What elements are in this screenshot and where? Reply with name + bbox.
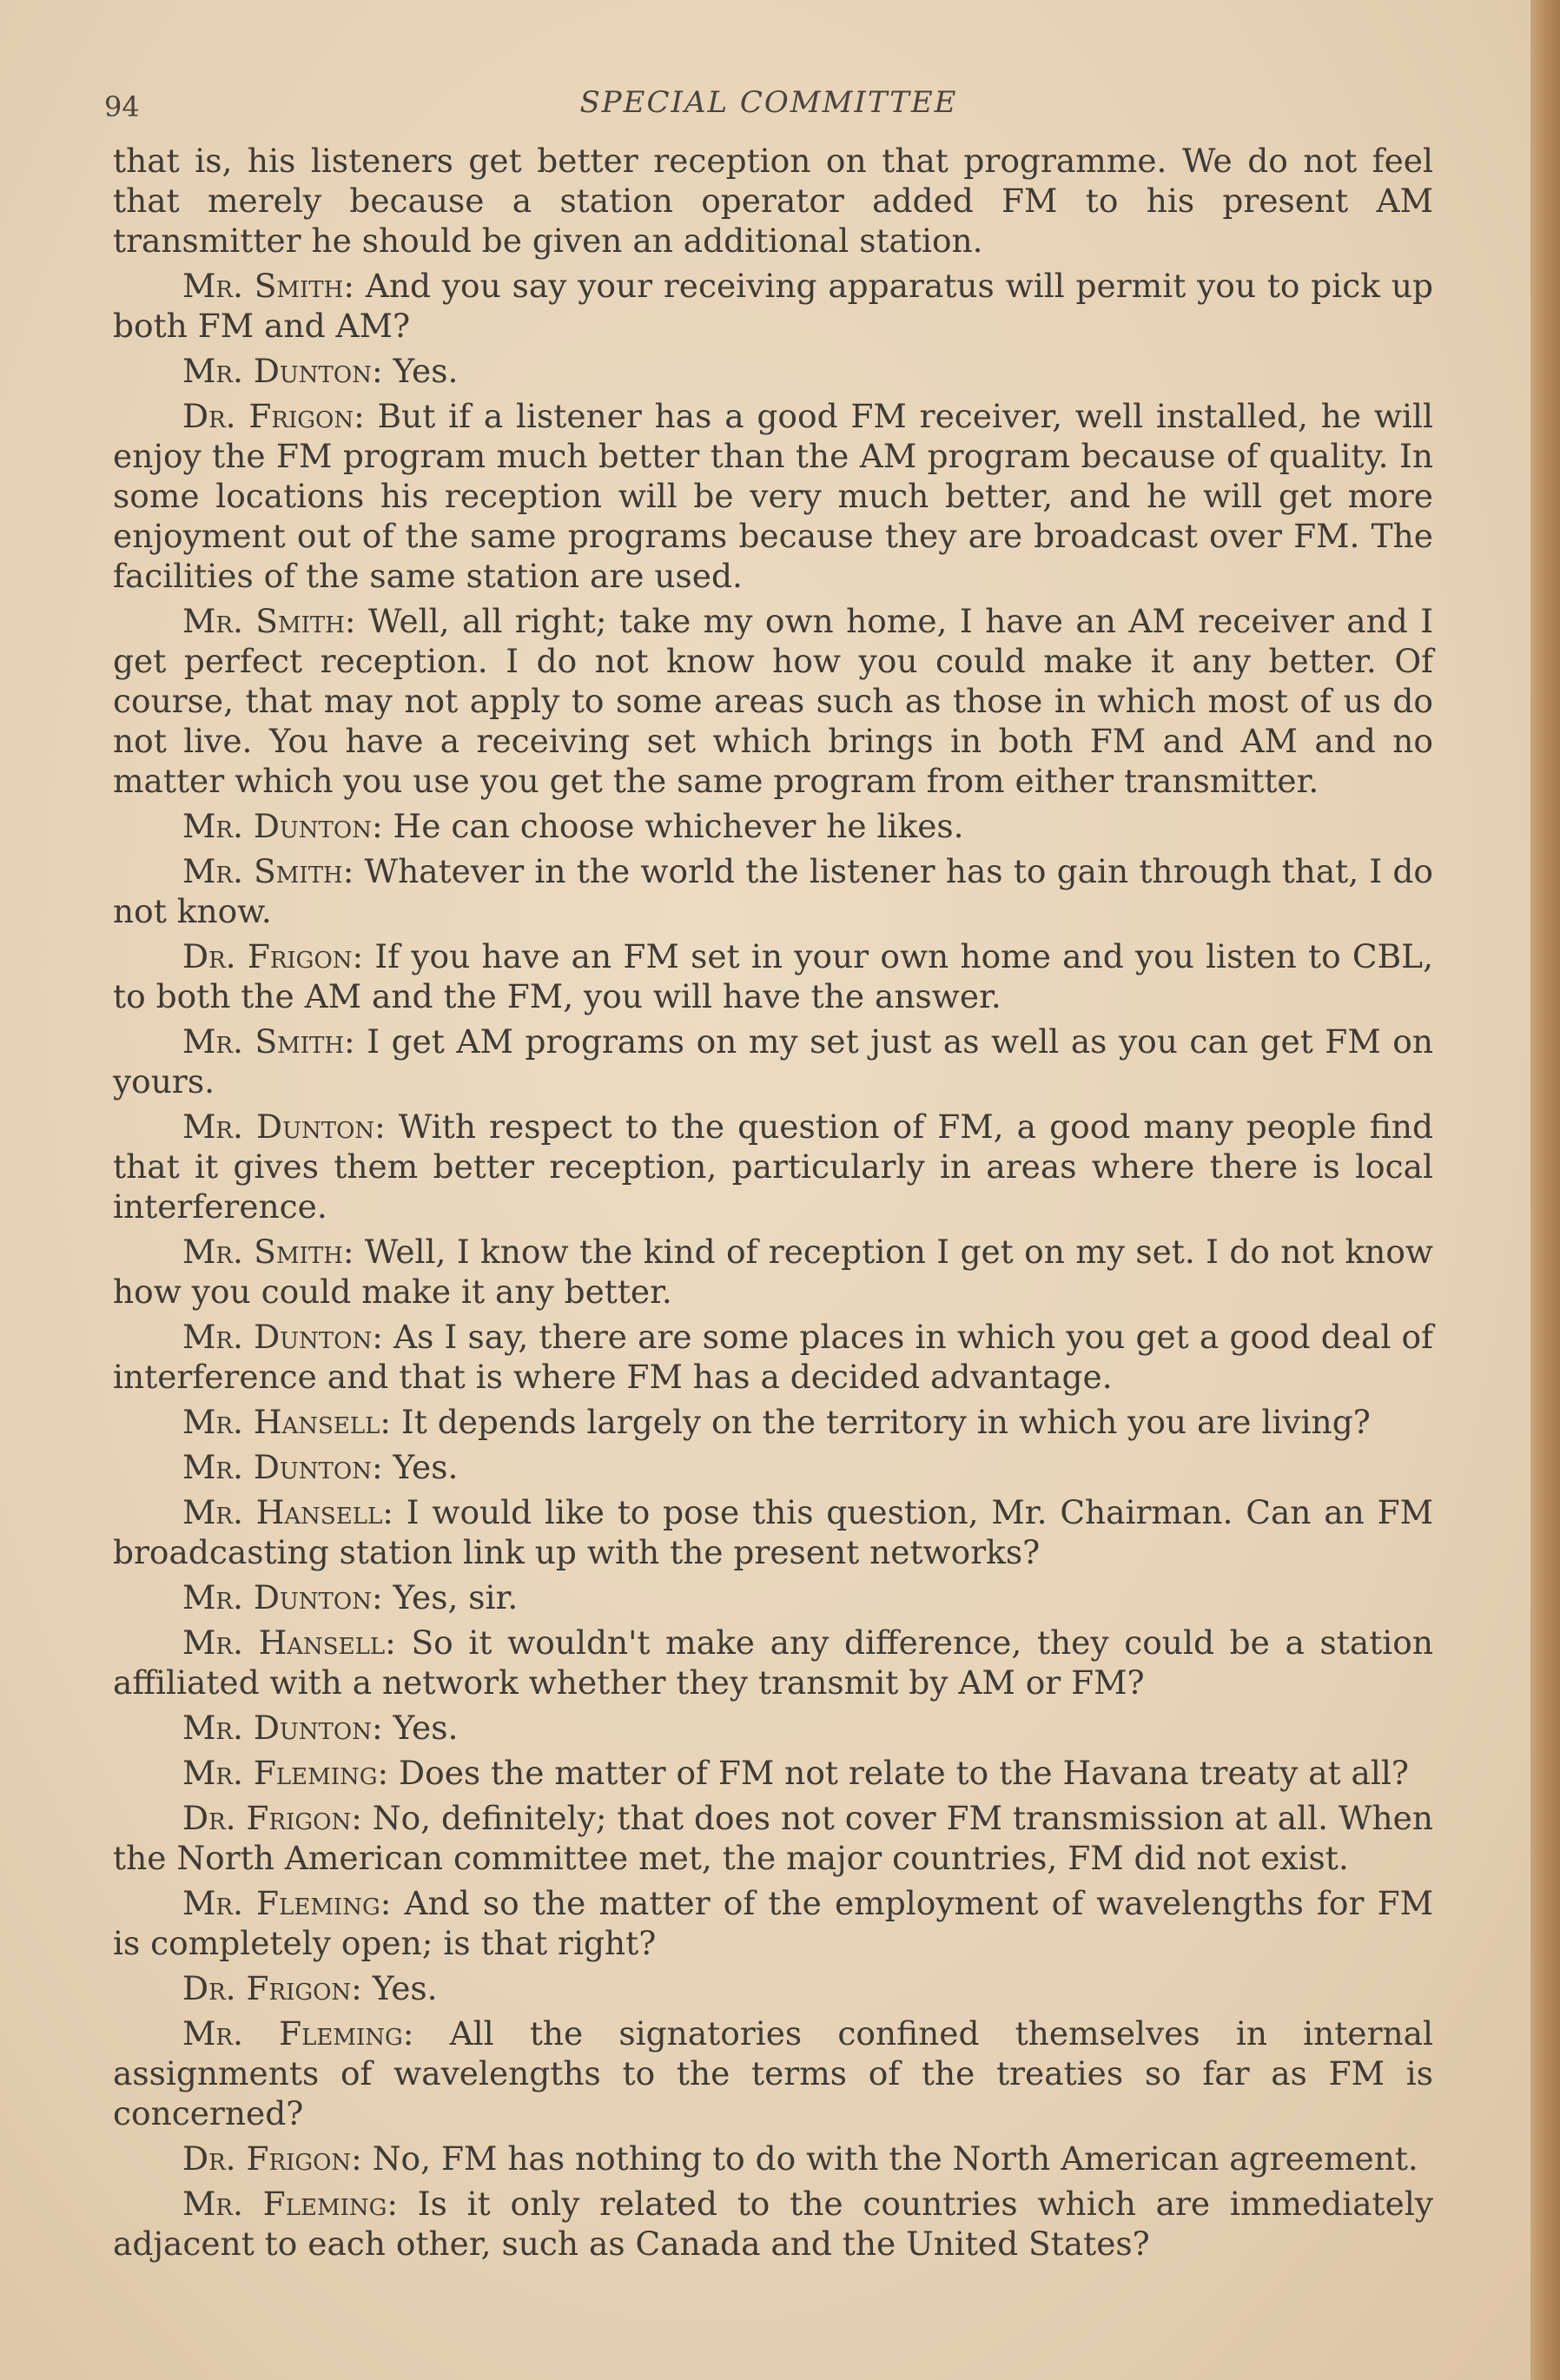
speaker-name: Mr. Hansell:	[182, 1403, 391, 1441]
speaker-name: Mr. Smith:	[182, 1233, 354, 1271]
speech-paragraph	[113, 1883, 1433, 1963]
speaker-name: Mr. Fleming:	[182, 1754, 389, 1792]
speaker-name: Mr. Dunton:	[182, 1709, 383, 1747]
speech-text: Yes.	[382, 352, 459, 390]
speech-paragraph	[113, 1753, 1433, 1793]
speech-text: Yes.	[382, 1709, 459, 1747]
speech-text: So it wouldn't make any difference, they could be a station affiliated with a network whether they transmit by AM or FM?	[113, 1623, 1433, 1702]
speech-paragraph	[113, 351, 1433, 391]
speech-paragraph	[113, 1447, 1433, 1487]
speech-paragraph	[113, 1107, 1433, 1226]
speech-text: And you say your receiving apparatus will permit you to pick up both FM and AM?	[113, 267, 1434, 345]
speaker-name: Mr. Dunton:	[182, 1448, 383, 1486]
speech-text: Does the matter of FM not relate to the Havana treaty at all?	[388, 1754, 1410, 1792]
speaker-name: Mr. Smith:	[182, 267, 354, 305]
speaker-name: Mr. Hansell:	[182, 1493, 393, 1531]
speaker-name: Mr. Smith:	[182, 602, 356, 640]
speech-paragraph	[113, 1232, 1433, 1312]
speech-paragraph	[113, 806, 1433, 846]
speech-paragraph	[113, 2139, 1433, 2178]
speech-paragraph	[113, 851, 1433, 931]
speech-paragraph	[113, 1798, 1433, 1878]
speech-paragraph	[113, 2184, 1433, 2264]
speech-text: Is it only related to the countries which are immediately adjacent to each other, such as Canada and the United States?	[113, 2185, 1434, 2263]
speech-text: Well, all right; take my own home, I have an AM receiver and I get perfect reception. I do not know how you could make it any better. Of course, that may not apply to some areas such as those in which most of us do not live. You have a receiving set which brings in both FM and AM and no matter which you use you get the same program from either transmitter.	[113, 602, 1434, 800]
speech-text: Whatever in the world the listener has to gain through that, I do not know.	[113, 852, 1433, 930]
running-head	[104, 85, 1433, 129]
speaker-name: Dr. Frigon:	[182, 397, 365, 435]
speaker-name: Dr. Frigon:	[182, 2139, 362, 2178]
speech-text: He can choose whichever he likes.	[382, 807, 964, 845]
speech-paragraph	[113, 1577, 1433, 1617]
speaker-name: Mr. Smith:	[182, 1022, 355, 1061]
speech-text: As I say, there are some places in which you get a good deal of interference and that is where FM has a decided advantage.	[113, 1318, 1433, 1396]
speech-text: But if a listener has a good FM receiver, well installed, he will enjoy the FM program much better than the AM program because of quality. In some locations his reception will be very much better, and he will get more enjoyment out of the same programs because they are broadcast over FM. The facilities of the same station are used.	[113, 397, 1433, 595]
speech-paragraph	[113, 1623, 1433, 1702]
speaker-name: Mr. Dunton:	[182, 352, 383, 390]
speech-text: Well, I know the kind of reception I get on my set. I do not know how you could make it any better.	[113, 1233, 1433, 1311]
speech-text: I would like to pose this question, Mr. Chairman. Can an FM broadcasting station link up with the present networks?	[113, 1493, 1434, 1571]
speaker-name: Mr. Fleming:	[182, 1884, 392, 1922]
speech-text: Yes.	[361, 1969, 438, 2007]
speaker-name: Dr. Frigon:	[182, 937, 364, 975]
speech-paragraph	[113, 396, 1433, 596]
speaker-name: Mr. Fleming:	[182, 2014, 414, 2053]
speaker-name: Mr. Hansell:	[182, 1623, 396, 1662]
speech-paragraph	[113, 1021, 1433, 1101]
speech-text: With respect to the question of FM, a good many people find that it gives them better reception, particularly in areas where there is local interference.	[113, 1107, 1433, 1226]
speech-paragraph	[113, 601, 1433, 801]
speech-paragraph	[113, 1402, 1433, 1442]
speech-text: No, FM has nothing to do with the North American agreement.	[361, 2139, 1418, 2178]
speech-paragraph	[113, 936, 1433, 1016]
speaker-name: Dr. Frigon:	[182, 1969, 362, 2007]
speaker-name: Mr. Dunton:	[182, 1318, 383, 1356]
speech-paragraph	[113, 1492, 1433, 1572]
speech-paragraph	[113, 2013, 1433, 2133]
speech-text: Yes.	[382, 1448, 459, 1486]
speech-paragraph	[113, 1317, 1433, 1397]
speech-paragraph	[113, 266, 1433, 346]
speech-text: It depends largely on the territory in which you are living?	[391, 1403, 1371, 1441]
speech-paragraph	[113, 1968, 1433, 2008]
speaker-name: Mr. Dunton:	[182, 1578, 383, 1616]
speech-list	[113, 266, 1433, 2264]
speech-text: And so the matter of the employment of wavelengths for FM is completely open; is that right?	[113, 1884, 1434, 1962]
running-head-title: SPECIAL COMMITTEE	[579, 85, 958, 120]
speaker-name: Mr. Fleming:	[182, 2185, 398, 2223]
speech-paragraph	[113, 1708, 1433, 1748]
speech-text: If you have an FM set in your own home and you listen to CBL, to both the AM and the FM, you will have the answer.	[113, 937, 1433, 1015]
transcript-body	[113, 141, 1433, 2264]
speech-text: I get AM programs on my set just as well as you can get FM on yours.	[113, 1022, 1434, 1101]
page-number: 94	[104, 90, 140, 123]
speaker-name: Mr. Smith:	[182, 852, 354, 890]
speaker-name: Mr. Dunton:	[182, 807, 383, 845]
speaker-name: Mr. Dunton:	[182, 1107, 386, 1146]
book-spine-shadow	[1530, 0, 1560, 2380]
speech-text: No, definitely; that does not cover FM transmission at all. When the North American committee met, the major countries, FM did not exist.	[113, 1799, 1433, 1877]
speech-text: Yes, sir.	[382, 1578, 519, 1616]
speaker-name: Dr. Frigon:	[182, 1799, 362, 1837]
continuation-paragraph: that is, his listeners get better reception on that programme. We do not feel that merely because a station operator added FM to his present AM transmitter he should be given an additional station.	[113, 142, 1433, 260]
speech-text: All the signatories confined themselves in internal assignments of wavelengths to the terms of the treaties so far as FM is concerned?	[113, 2014, 1433, 2132]
